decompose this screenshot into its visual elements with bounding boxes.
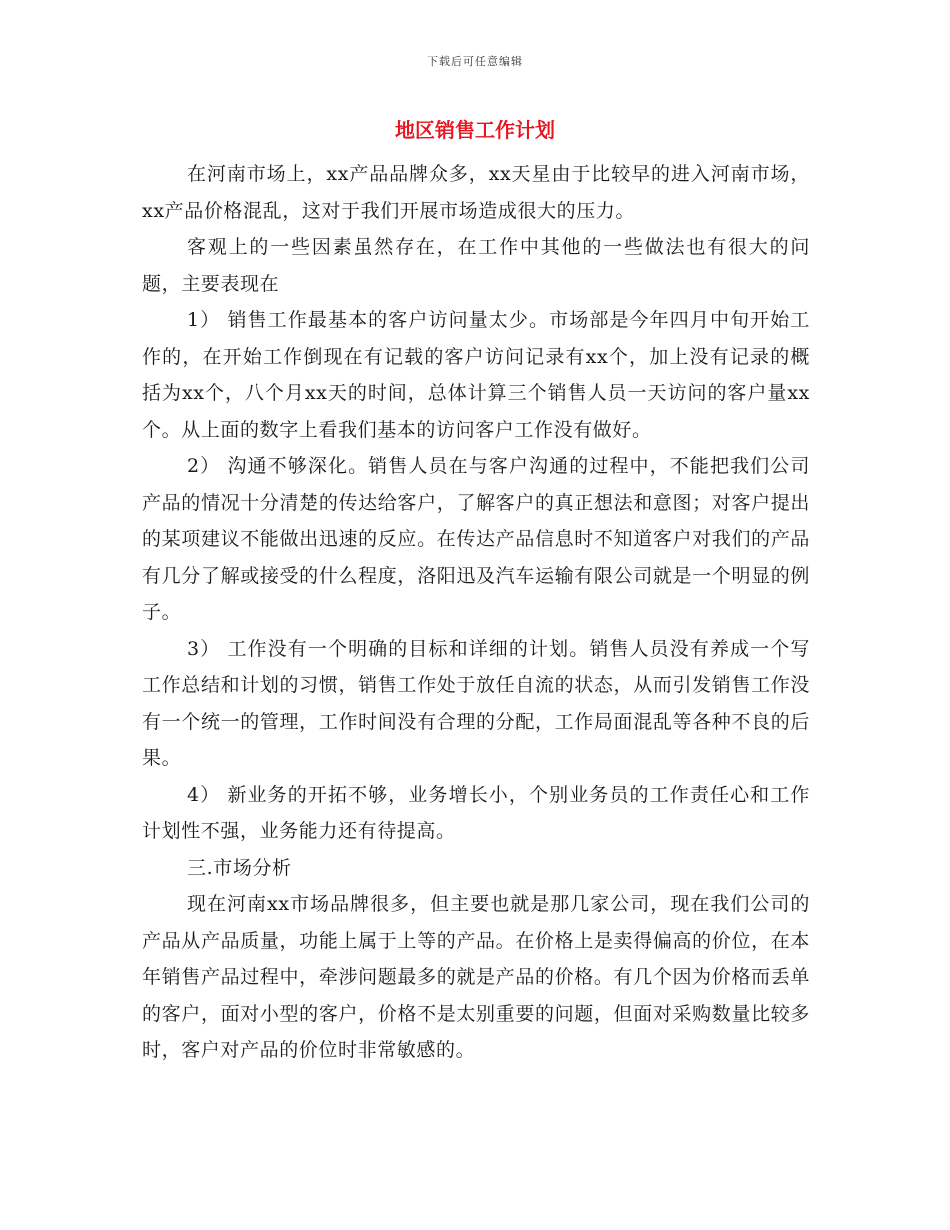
paragraph-problem-1: 1） 销售工作最基本的客户访问量太少。市场部是今年四月中旬开始工作的，在开始工作倒现在有记载的客户访问记录有xx个，加上没有记录的概括为xx个，八个月xx天的时间，总体计算三个销售人员一天访问的客户量xx个。从上面的数字上看我们基本的访问客户工作没有做好。	[142, 309, 810, 441]
paragraph-problem-2: 2） 沟通不够深化。销售人员在与客户沟通的过程中，不能把我们公司产品的情况十分清楚的传达给客户，了解客户的真正想法和意图；对客户提出的某项建议不能做出迅速的反应。在传达产品信息时不知道客户对我们的产品有几分了解或接受的什么程度，洛阳迅及汽车运输有限公司就是一个明显的例子。	[142, 455, 810, 623]
section-heading-market-analysis: 三.市场分析	[187, 856, 292, 879]
paragraph-problem-4: 4） 新业务的开拓不够，业务增长小，个别业务员的工作责任心和工作计划性不强，业务能力还有待提高。	[142, 783, 810, 842]
header-note: 下载后可任意编辑	[427, 55, 523, 68]
paragraph-intro: 在河南市场上，xx产品品牌众多，xx天星由于比较早的进入河南市场，xx产品价格混乱，这对于我们开展市场造成很大的压力。	[142, 163, 810, 222]
paragraph-problems-lead: 客观上的一些因素虽然存在，在工作中其他的一些做法也有很大的问题，主要表现在	[142, 236, 810, 295]
document-body	[142, 156, 810, 1069]
paragraph-problem-3: 3） 工作没有一个明确的目标和详细的计划。销售人员没有养成一个写工作总结和计划的习惯，销售工作处于放任自流的状态，从而引发销售工作没有一个统一的管理，工作时间没有合理的分配，工作局面混乱等各种不良的后果。	[142, 637, 810, 769]
document-title: 地区销售工作计划	[395, 118, 555, 142]
paragraph-market-analysis: 现在河南xx市场品牌很多，但主要也就是那几家公司，现在我们公司的产品从产品质量，功能上属于上等的产品。在价格上是卖得偏高的价位，在本年销售产品过程中，牵涉问题最多的就是产品的价格。有几个因为价格而丢单的客户，面对小型的客户，价格不是太别重要的问题，但面对采购数量比较多时，客户对产品的价位时非常敏感的。	[142, 893, 810, 1061]
